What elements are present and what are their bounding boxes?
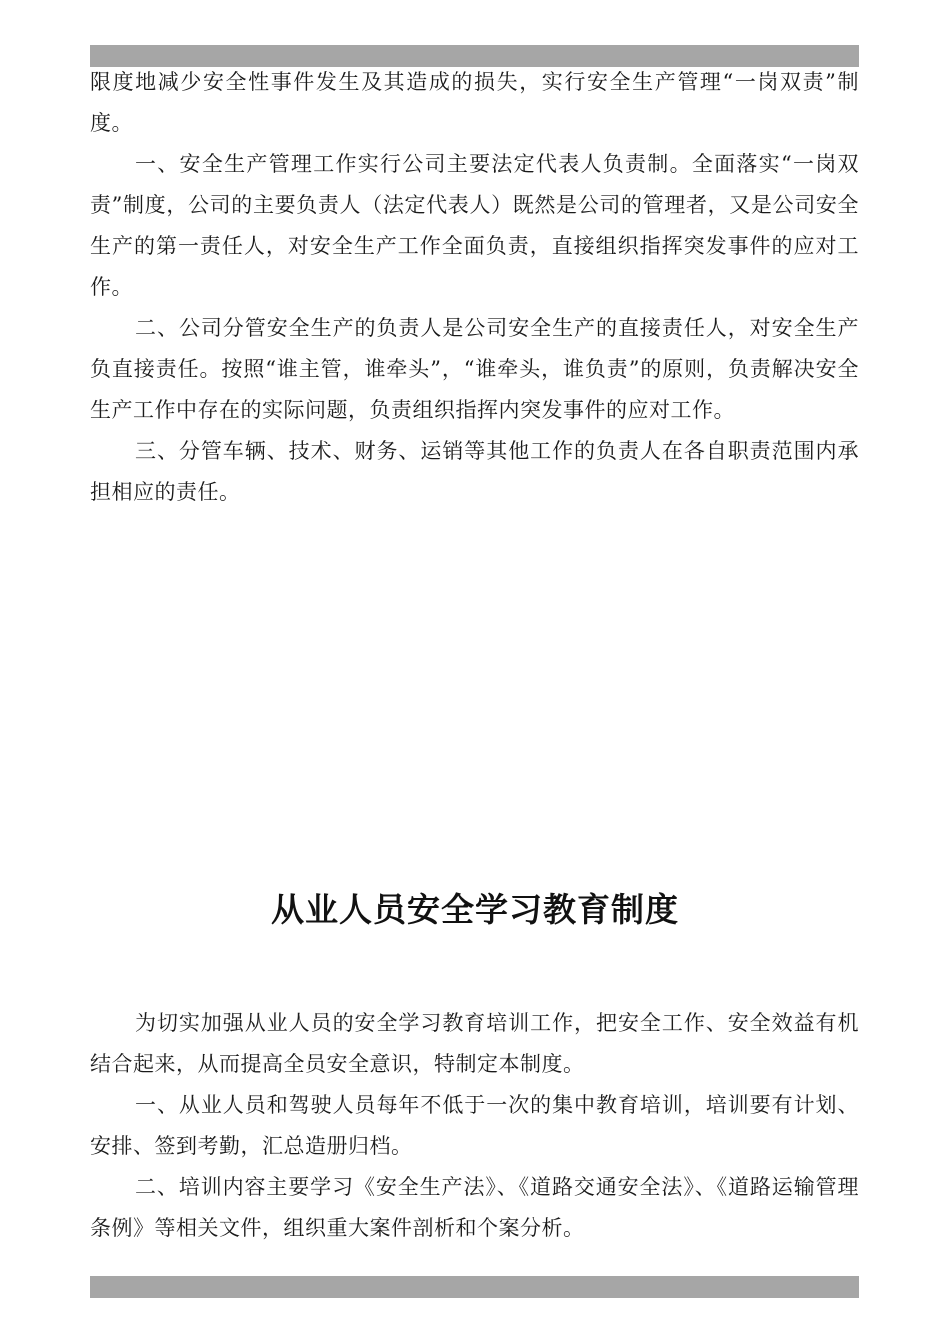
- continuation-paragraph: 限度地减少安全性事件发生及其造成的损失，实行安全生产管理“一岗双责”制度。: [90, 70, 859, 135]
- section-title: 从业人员安全学习教育制度: [271, 890, 679, 929]
- clause-two-paragraph: 二、公司分管安全生产的负责人是公司安全生产的直接责任人，对安全生产负直接责任。按照“谁主管，谁牵头”，“谁牵头，谁负责”的原则，负责解决安全生产工作中存在的实际问题，负责组织指挥内突发事件的应对工作。: [90, 316, 859, 422]
- clause-two-paragraph: 二、培训内容主要学习《安全生产法》、《道路交通安全法》、《道路运输管理条例》等相关文件，组织重大案件剖析和个案分析。: [90, 1175, 859, 1240]
- upper-section: [90, 62, 859, 513]
- bottom-footer-band: [90, 1276, 859, 1298]
- intro-paragraph: 为切实加强从业人员的安全学习教育培训工作，把安全工作、安全效益有机结合起来，从而提高全员安全意识，特制定本制度。: [90, 1011, 859, 1076]
- clause-one-paragraph: 一、从业人员和驾驶人员每年不低于一次的集中教育培训，培训要有计划、安排、签到考勤，汇总造册归档。: [90, 1093, 859, 1158]
- clause-one-paragraph: 一、安全生产管理工作实行公司主要法定代表人负责制。全面落实“一岗双责”制度，公司的主要负责人（法定代表人）既然是公司的管理者，又是公司安全生产的第一责任人，对安全生产工作全面负责，直接组织指挥突发事件的应对工作。: [90, 152, 859, 299]
- lower-section: [90, 1003, 859, 1249]
- clause-three-paragraph: 三、分管车辆、技术、财务、运销等其他工作的负责人在各自职责范围内承担相应的责任。: [90, 439, 859, 504]
